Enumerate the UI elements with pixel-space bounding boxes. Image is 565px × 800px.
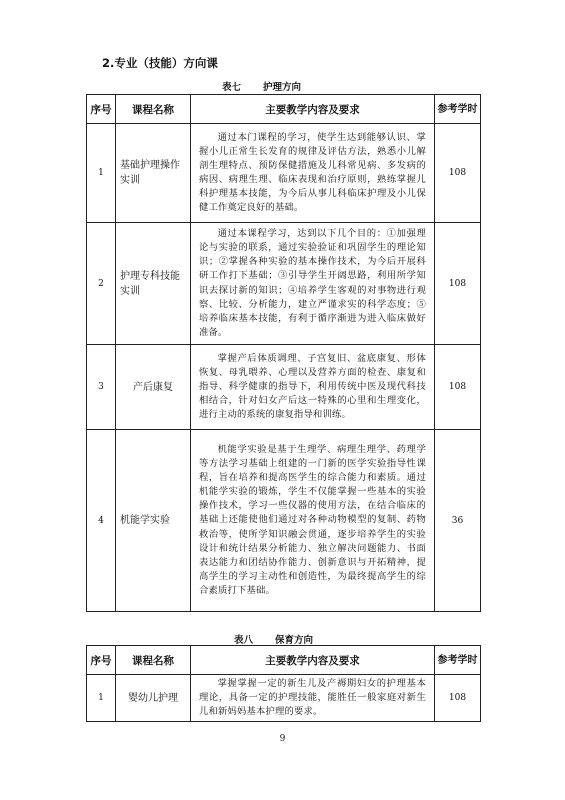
table-row [87,430,481,612]
table7-name: 护理方向 [263,82,302,93]
table8-label: 表八 [234,635,254,646]
row-no: 1 [87,675,116,722]
header-content: 主要教学内容及要求 [191,95,435,124]
row-hours: 108 [435,345,481,430]
header-course: 课程名称 [116,95,191,124]
row-content: 通过本门课程的学习，使学生达到能够认识、掌握小儿正常生长发育的规律及评估方法，熟悉小儿解剖生理特点、预防保健措施及儿科常见病、多发病的病因、病理生理、临床表现和治疗原则，熟练掌握儿科护理基本技能，为今后从事儿科临床护理及小儿保健工作奠定良好的基础。 [191,124,435,223]
row-hours: 36 [435,430,481,612]
table8-name: 保育方向 [275,635,314,646]
header-content: 主要教学内容及要求 [191,646,435,675]
row-course: 婴幼儿护理 [116,675,191,722]
header-hours: 参考学时 [435,646,481,675]
table8 [86,645,481,722]
page-number: 9 [279,734,286,744]
row-no: 2 [87,223,116,345]
section-heading: 2.专业（技能）方向课 [102,56,218,70]
table-row [87,223,481,345]
table-row [87,345,481,430]
row-content: 通过本课程学习，达到以下几个目的：①加强理论与实验的联系，通过实验验证和巩固学生的理论知识；②掌握各种实验的基本操作技术，为今后开展科研工作打下基础；③引导学生开阔思路，利用所学知识去探讨新的知识；④培养学生客观的对事物进行观察、比较、分析能力，建立严谨求实的科学态度；⑤培养临床基本技能，有利于循序渐进为进入临床做好准备。 [191,223,435,345]
header-no: 序号 [87,95,116,124]
row-hours: 108 [435,675,481,722]
row-course: 机能学实验 [116,430,191,612]
row-course: 产后康复 [116,345,191,430]
header-no: 序号 [87,646,116,675]
row-hours: 108 [435,124,481,223]
table7 [86,94,481,612]
header-course: 课程名称 [116,646,191,675]
row-no: 1 [87,124,116,223]
table-row [87,124,481,223]
table8-caption [234,632,313,646]
row-course: 护理专科技能实训 [116,223,191,345]
table-row [87,675,481,722]
table7-label: 表七 [222,82,242,93]
table7-header-row [87,95,481,124]
row-course: 基础护理操作实训 [116,124,191,223]
table7-caption [222,79,301,93]
row-no: 3 [87,345,116,430]
row-content: 掌握产后体质调理、子宫复旧、盆底康复、形体恢复、母乳喂养、心理以及营养方面的检查、康复和指导、科学健康的指导下，利用传统中医及现代科技相结合，针对妇女产后这一特殊的心里和生理变化，进行主动的系统的康复指导和训练。 [191,345,435,430]
table8-header-row [87,646,481,675]
row-no: 4 [87,430,116,612]
row-hours: 108 [435,223,481,345]
row-content: 机能学实验是基于生理学、病理生理学、药理学等方法学习基础上组建的一门新的医学实验指导性课程，旨在培养和提高医学生的综合能力和素质。通过机能学实验的锻炼，学生不仅能掌握一些基本的实验操作技术，学习一些仪器的使用方法，在结合临床的基础上还能使他们通过对各种动物模型的复制、药物救治等，使所学知识融会贯通，逐步培养学生的实验设计和统计结果分析能力、独立解决问题能力、书面表达能力和团结协作能力、创新意识与开拓精神，提高学生的学习主动性和创造性，为最终提高学生的综合素质打下基础。 [191,430,435,612]
row-content: 掌握掌握一定的新生儿及产褥期妇女的护理基本理论，具备一定的护理技能，能胜任一般家庭对新生儿和新妈妈基本护理的要求。 [191,675,435,722]
header-hours: 参考学时 [435,95,481,124]
